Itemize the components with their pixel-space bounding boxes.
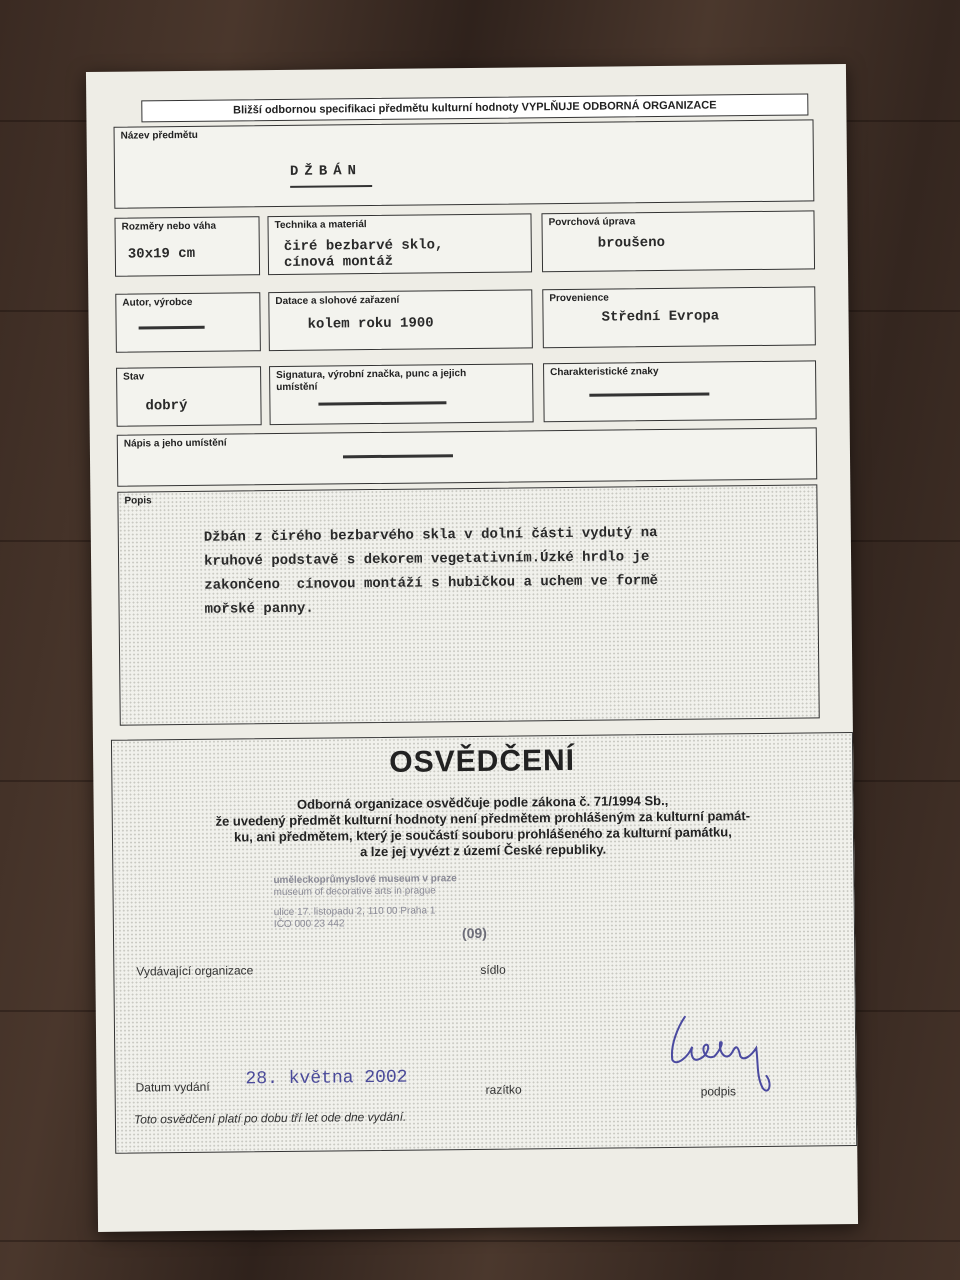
- signature-label: podpis: [700, 1084, 737, 1099]
- stamp-code: (09): [461, 924, 487, 942]
- field-name: [114, 119, 815, 208]
- field-provenance-label: Provenience: [549, 292, 609, 305]
- field-description-label: Popis: [124, 495, 152, 507]
- validity-note: Toto osvědčení platí po dobu tří let ode dne vydání.: [133, 1109, 407, 1127]
- field-condition: [116, 366, 262, 427]
- form-header: Bližší odbornou specifikaci předmětu kulturní hodnoty VYPLŇUJE ODBORNÁ ORGANIZACE: [141, 93, 808, 122]
- description-line: Džbán z čirého bezbarvého skla v dolní části vydutý na: [203, 525, 658, 546]
- field-technique-value-line2: cínová montáž: [283, 253, 394, 271]
- underline-dash: [290, 185, 372, 188]
- description-line: zakončeno cínovou montáží s hubičkou a uchem ve formě: [204, 573, 659, 594]
- certificate-section: [111, 732, 857, 1154]
- field-condition-value: dobrý: [145, 397, 188, 415]
- field-provenance: [542, 286, 816, 348]
- stamp-line: ulice 17. listopadu 2, 110 00 Praha 1: [273, 905, 436, 919]
- field-dimensions: [114, 216, 260, 277]
- field-inscription-label: Nápis a jeho umístění: [123, 437, 227, 450]
- field-name-label: Název předmětu: [120, 129, 198, 142]
- certificate-document: [86, 64, 858, 1232]
- description-line: mořské panny.: [204, 600, 314, 618]
- field-provenance-value: Střední Evropa: [601, 308, 720, 326]
- field-technique-label: Technika a materiál: [274, 219, 367, 232]
- field-characteristics: [543, 360, 817, 422]
- field-surface-label: Povrchová úprava: [548, 216, 636, 229]
- seat-label: sídlo: [480, 962, 506, 977]
- certificate-line: ku, ani předmětem, který je součástí souboru prohlášeného za kulturní památku,: [234, 824, 732, 845]
- certificate-line: že uvedený předmět kulturní hodnoty není předmětem prohlášeným za kulturní památ-: [215, 808, 751, 829]
- date-value: 28. května 2002: [245, 1067, 408, 1090]
- certificate-line: Odborná organizace osvědčuje podle zákona č. 71/1994 Sb.,: [296, 792, 669, 812]
- issuer-label: Vydávající organizace: [136, 963, 254, 979]
- field-author-label: Autor, výrobce: [122, 296, 193, 309]
- field-dimensions-label: Rozměry nebo váha: [121, 220, 217, 233]
- certificate-line: a lze jej vyvézt z území České republiky.: [359, 841, 607, 860]
- field-technique-value-line1: čiré bezbarvé sklo,: [283, 237, 444, 255]
- field-condition-label: Stav: [123, 371, 145, 383]
- empty-value-dash: [589, 393, 709, 397]
- field-signature-label-line2: umístění: [276, 381, 318, 394]
- field-surface: [541, 210, 815, 272]
- field-characteristics-label: Charakteristické znaky: [550, 366, 659, 379]
- certificate-title: OSVĚDČENÍ: [389, 743, 576, 779]
- empty-value-dash: [318, 401, 446, 405]
- stamp-line: museum of decorative arts in prague: [273, 885, 436, 899]
- date-label: Datum vydání: [135, 1079, 210, 1095]
- field-dating: [268, 289, 533, 351]
- stamp-line: uměleckoprůmyslové museum v praze: [273, 873, 457, 887]
- field-author: [115, 292, 261, 353]
- empty-value-dash: [139, 326, 205, 330]
- field-dating-value: kolem roku 1900: [307, 315, 434, 333]
- field-dating-label: Datace a slohové zařazení: [275, 294, 400, 308]
- field-name-value: DŽBÁN: [289, 163, 363, 180]
- field-technique: [267, 213, 532, 275]
- stamp-line: IČO 000 23 442: [273, 918, 345, 931]
- field-signature-label-line1: Signatura, výrobní značka, punc a jejich: [276, 368, 467, 382]
- field-signature: [269, 363, 534, 425]
- handwritten-signature: [660, 1003, 821, 1105]
- field-inscription: [117, 427, 818, 486]
- empty-value-dash: [343, 454, 453, 458]
- field-surface-value: broušeno: [597, 234, 666, 252]
- field-dimensions-value: 30x19 cm: [127, 245, 196, 263]
- stamp-label: razítko: [485, 1082, 522, 1097]
- field-description: [117, 484, 819, 725]
- description-line: kruhové podstavě s dekorem vegetativním.Úzké hrdlo je: [203, 549, 650, 570]
